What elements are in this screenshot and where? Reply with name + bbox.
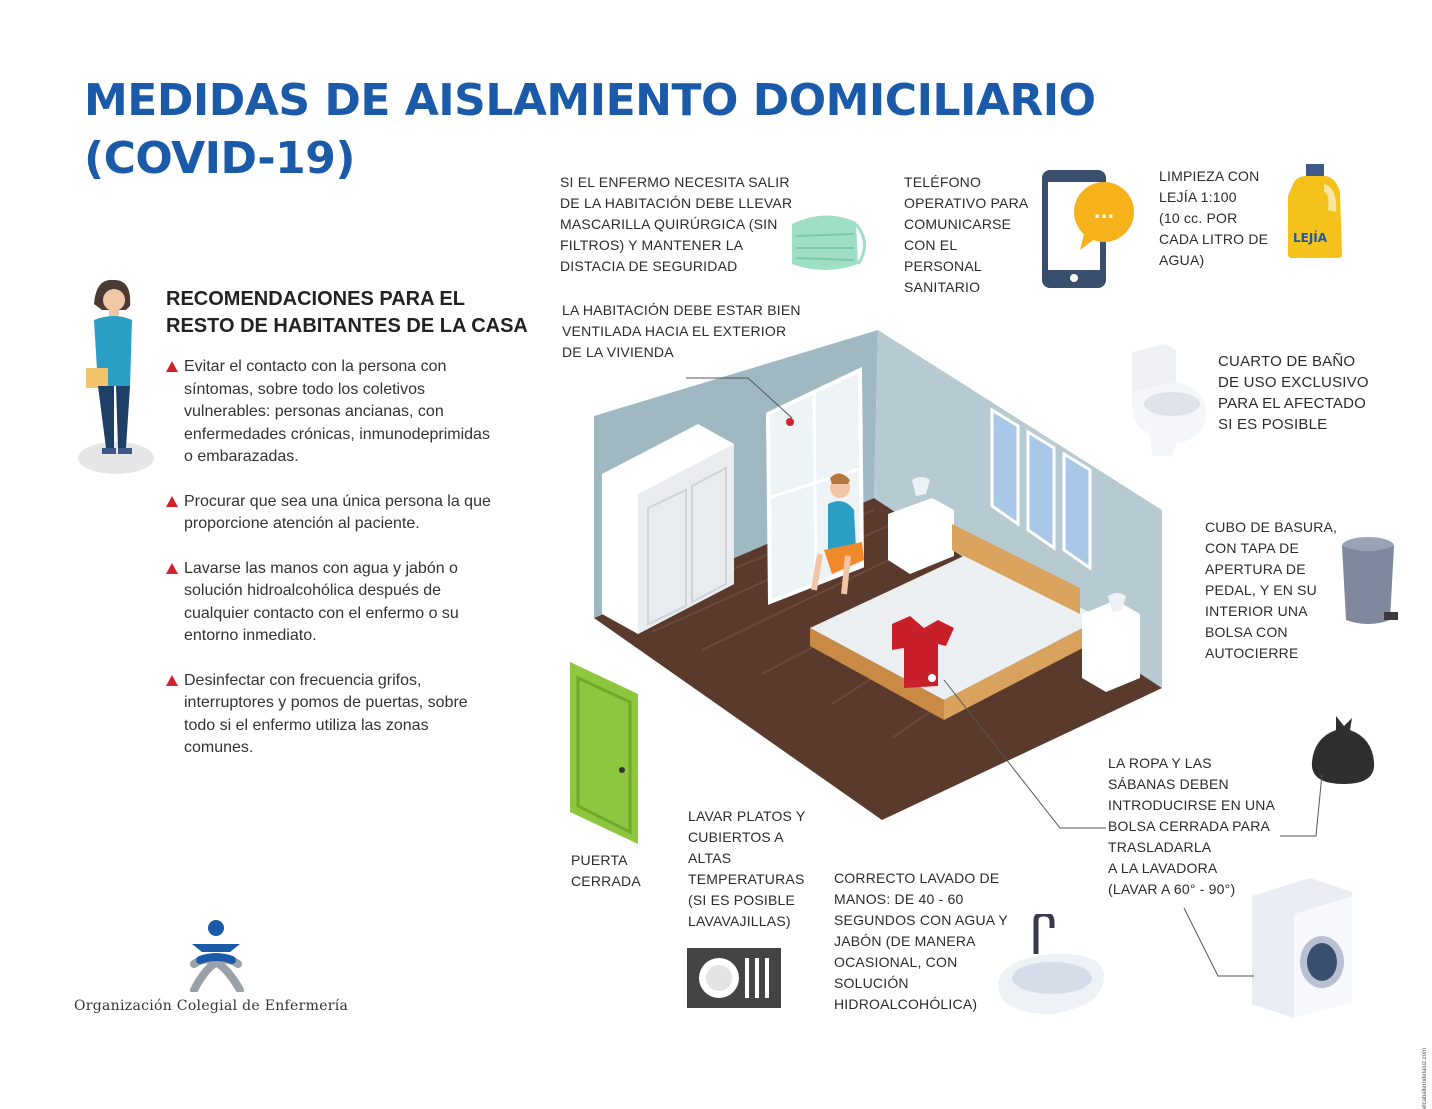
phone-label: TELÉFONO OPERATIVO PARA COMUNICARSE CON EL PERSONAL SANITARIO [904, 174, 1029, 295]
recommendation-item: Evitar el contacto con la persona con síntomas, sobre todo los coletivos vulnerables: personas ancianas, con enfermedades crónicas, inmunodeprimidas o embarazadas. [166, 356, 496, 469]
clothes-label: LA ROPA Y LAS SÁBANAS DEBEN INTRODUCIRSE EN UNA BOLSA CERRADA PARA TRASLADARLA A LA LAVADORA (LAVAR A 60° - 90°) [1108, 755, 1276, 897]
svg-text:...: ... [1093, 202, 1115, 223]
svg-text:LEJÍA: LEJÍA [1292, 231, 1328, 245]
recommendation-item: Desinfectar con frecuencia grifos, interruptores y pomos de puertas, sobre todo si el enfermo utiliza las zonas comunes. [166, 670, 496, 760]
trash-label: CUBO DE BASURA, CON TAPA DE APERTURA DE PEDAL, Y EN SU INTERIOR UNA BOLSA CON AUTOCIERRE [1205, 519, 1338, 661]
title-line-1: MEDIDAS DE AISLAMIENTO DOMICILIARIO [84, 75, 1096, 126]
recommendation-item: Procurar que sea una única persona la que proporcione atención al paciente. [166, 491, 496, 536]
door-label: PUERTA CERRADA [571, 852, 641, 889]
organization-logo-icon [186, 918, 248, 992]
recommendation-item: Lavarse las manos con agua y jabón o solución hidroalcohólica después de cualquier contacto con el enfermo o su entorno inmediato. [166, 558, 496, 648]
bleach-label: LIMPIEZA CON LEJÍA 1:100 (10 cc. POR CADA LITRO DE AGUA) [1159, 168, 1269, 268]
bathroom-label: CUARTO DE BAÑO DE USO EXCLUSIVO PARA EL AFECTADO SI ES POSIBLE [1218, 353, 1369, 433]
mask-label: SI EL ENFERMO NECESITA SALIR DE LA HABITACIÓN DEBE LLEVAR MASCARILLA QUIRÚRGICA (SIN FILTROS) Y MANTENER LA DISTACIA DE SEGURIDAD [560, 174, 793, 274]
recommendations-heading: RECOMENDACIONES PARA EL RESTO DE HABITANTES DE LA CASA [166, 288, 528, 337]
handwash-label: CORRECTO LAVADO DE MANOS: DE 40 - 60 SEGUNDOS CON AGUA Y JABÓN (DE MANERA OCASIONAL, CON SOLUCIÓN HIDROALCOHÓLICA) [834, 870, 1008, 1012]
watermark: elcaballerodelaluz.com [1422, 1048, 1428, 1109]
dishes-label: LAVAR PLATOS Y CUBIERTOS A ALTAS TEMPERATURAS (SI ES POSIBLE LAVAVAJILLAS) [688, 808, 806, 929]
organization-name: Organización Colegial de Enfermería [74, 998, 349, 1014]
title-line-2: (COVID-19) [84, 133, 355, 184]
ventilation-label: LA HABITACIÓN DEBE ESTAR BIEN VENTILADA HACIA EL EXTERIOR DE LA VIVIENDA [562, 302, 801, 360]
